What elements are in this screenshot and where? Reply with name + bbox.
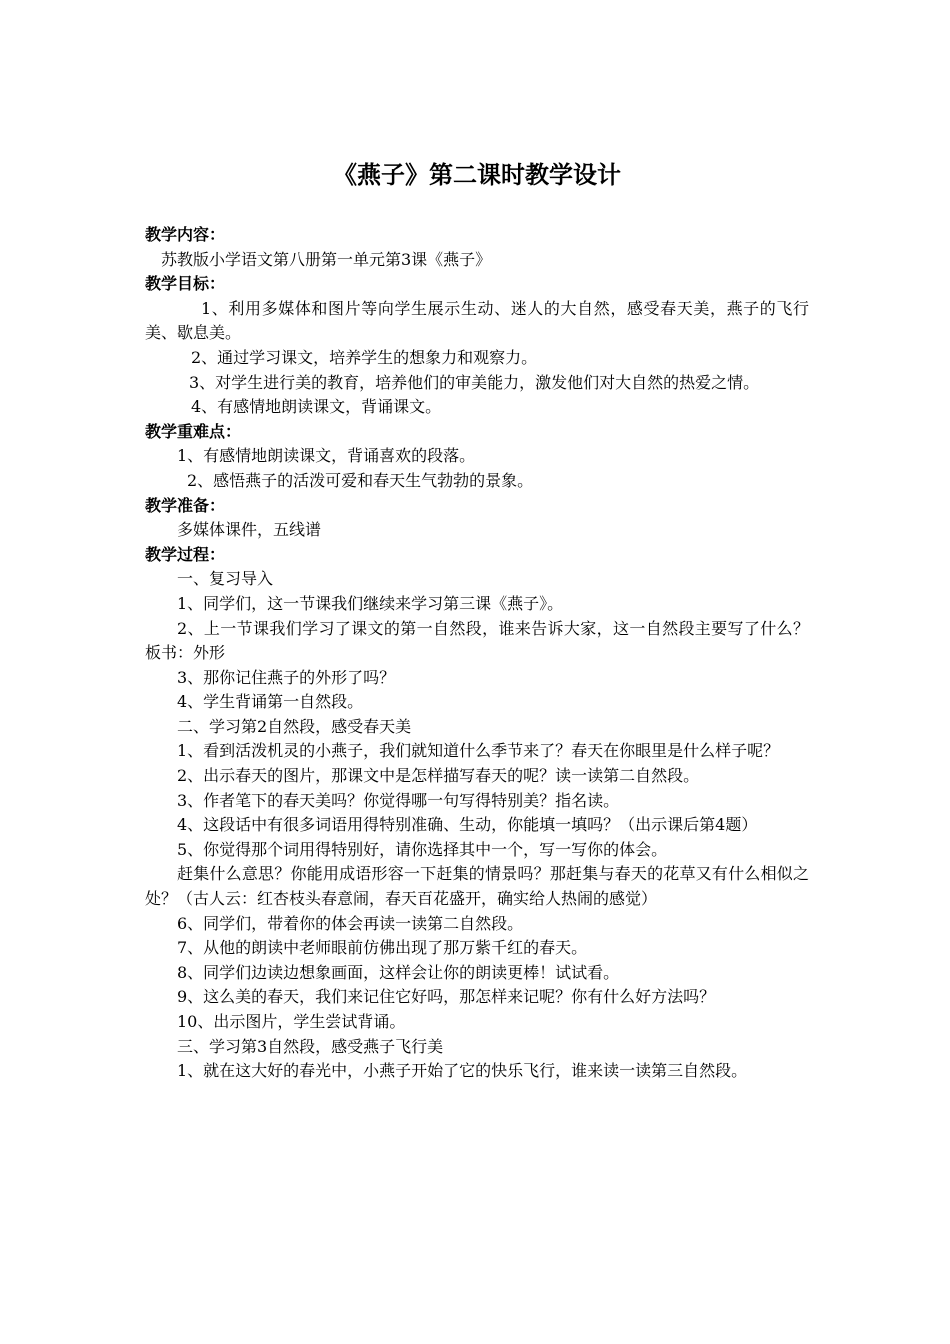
heading-teaching-goals: 教学目标： xyxy=(145,274,226,294)
process-line: 二、学习第2自然段，感受春天美 xyxy=(177,716,412,736)
heading-key-points: 教学重难点： xyxy=(145,421,242,441)
heading-preparation: 教学准备： xyxy=(145,495,226,515)
process-line: 8、同学们边读边想象画面，这样会让你的朗读更棒！试试看。 xyxy=(177,962,620,982)
key-point-item: 1、有感情地朗读课文，背诵喜欢的段落。 xyxy=(177,446,476,466)
key-point-item: 2、感悟燕子的活泼可爱和春天生气勃勃的景象。 xyxy=(187,470,534,490)
process-line: 3、作者笔下的春天美吗？你觉得哪一句写得特别美？指名读。 xyxy=(177,790,620,810)
document-title: 《燕子》第二课时教学设计 xyxy=(333,161,621,189)
process-line: 一、复习导入 xyxy=(177,569,274,589)
goal-item: 3、对学生进行美的教育，培养他们的审美能力，激发他们对大自然的热爱之情。 xyxy=(189,372,760,392)
process-line: 2、上一节课我们学习了课文的第一自然段，谁来告诉大家，这一自然段主要写了什么？板书：外形 xyxy=(145,618,809,663)
process-line: 赶集什么意思？你能用成语形容一下赶集的情景吗？那赶集与春天的花草又有什么相似之处？（古人云：红杏枝头春意闹，春天百花盛开，确实给人热闹的感觉） xyxy=(145,864,809,909)
process-line: 三、学习第3自然段，感受燕子飞行美 xyxy=(177,1036,444,1056)
process-line: 1、就在这大好的春光中，小燕子开始了它的快乐飞行，谁来读一读第三自然段。 xyxy=(177,1061,748,1081)
process-line: 4、这段话中有很多词语用得特别准确、生动，你能填一填吗？（出示课后第4题） xyxy=(177,815,758,835)
process-line: 2、出示春天的图片，那课文中是怎样描写春天的呢？读一读第二自然段。 xyxy=(177,766,700,786)
process-line: 6、同学们，带着你的体会再读一读第二自然段。 xyxy=(177,913,524,933)
process-line: 1、同学们，这一节课我们继续来学习第三课《燕子》。 xyxy=(177,593,564,613)
goal-item: 1、利用多媒体和图片等向学生展示生动、迷人的大自然，感受春天美，燕子的飞行美、歇息美。 xyxy=(145,298,809,343)
process-line: 4、学生背诵第一自然段。 xyxy=(177,692,364,712)
process-line: 10、出示图片，学生尝试背诵。 xyxy=(177,1012,406,1031)
teaching-content-text: 苏教版小学语文第八册第一单元第3课《燕子》 xyxy=(161,249,492,269)
process-line: 7、从他的朗读中老师眼前仿佛出现了那万紫千红的春天。 xyxy=(177,938,588,958)
goal-item: 4、有感情地朗读课文，背诵课文。 xyxy=(191,397,442,417)
preparation-text: 多媒体课件，五线谱 xyxy=(177,520,322,540)
heading-teaching-content: 教学内容： xyxy=(145,225,226,244)
goal-item: 2、通过学习课文，培养学生的想象力和观察力。 xyxy=(191,347,538,367)
process-line: 1、看到活泼机灵的小燕子，我们就知道什么季节来了？春天在你眼里是什么样子呢？ xyxy=(177,741,780,761)
process-line: 5、你觉得那个词用得特别好，请你选择其中一个，写一写你的体会。 xyxy=(177,839,668,859)
heading-teaching-process: 教学过程： xyxy=(145,544,226,564)
document-body xyxy=(145,223,809,1084)
process-line: 3、那你记住燕子的外形了吗？ xyxy=(177,667,396,687)
process-line: 9、这么美的春天，我们来记住它好吗，那怎样来记呢？你有什么好方法吗？ xyxy=(177,987,716,1007)
